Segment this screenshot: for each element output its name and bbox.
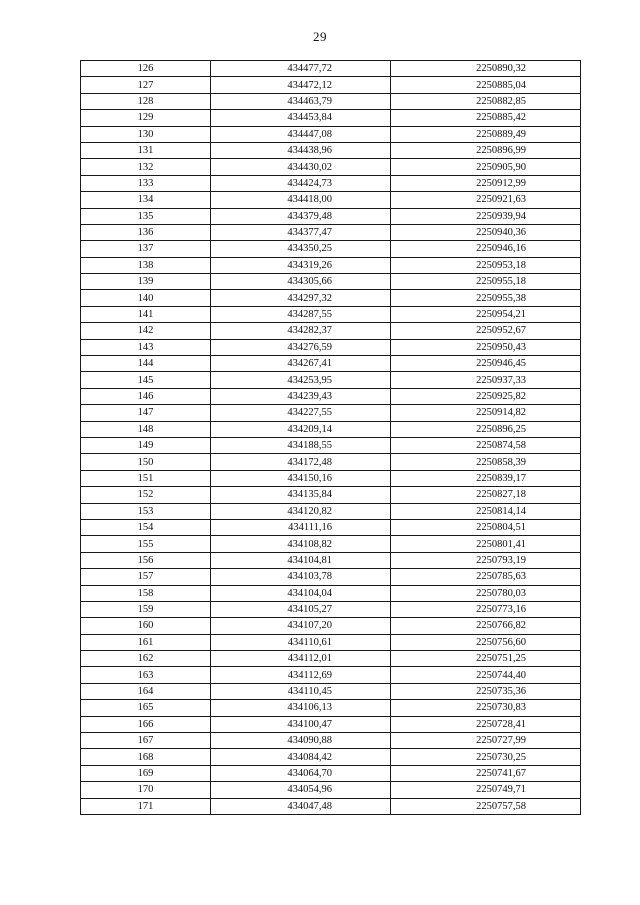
y-coordinate-cell: 2250827,18 [391,487,581,503]
table-row [81,241,581,257]
x-coordinate-cell: 434110,61 [211,634,391,650]
table-row [81,306,581,322]
y-coordinate-cell: 2250757,58 [391,798,581,814]
y-coordinate-cell: 2250749,71 [391,782,581,798]
table-row [81,405,581,421]
x-coordinate-cell: 434135,84 [211,487,391,503]
x-coordinate-cell: 434379,48 [211,208,391,224]
point-number-cell: 165 [81,700,211,716]
x-coordinate-cell: 434188,55 [211,437,391,453]
table-row [81,323,581,339]
x-coordinate-cell: 434104,81 [211,552,391,568]
table-row [81,208,581,224]
x-coordinate-cell: 434297,32 [211,290,391,306]
y-coordinate-cell: 2250954,21 [391,306,581,322]
table-row [81,192,581,208]
point-number-cell: 153 [81,503,211,519]
coordinates-table-body [81,61,581,815]
x-coordinate-cell: 434282,37 [211,323,391,339]
point-number-cell: 161 [81,634,211,650]
x-coordinate-cell: 434319,26 [211,257,391,273]
table-row [81,290,581,306]
table-row [81,798,581,814]
table-row [81,618,581,634]
y-coordinate-cell: 2250940,36 [391,224,581,240]
table-row [81,651,581,667]
point-number-cell: 142 [81,323,211,339]
table-row [81,454,581,470]
table-row [81,716,581,732]
y-coordinate-cell: 2250950,43 [391,339,581,355]
x-coordinate-cell: 434106,13 [211,700,391,716]
table-row [81,470,581,486]
table-row [81,519,581,535]
x-coordinate-cell: 434209,14 [211,421,391,437]
point-number-cell: 157 [81,569,211,585]
y-coordinate-cell: 2250756,60 [391,634,581,650]
y-coordinate-cell: 2250814,14 [391,503,581,519]
x-coordinate-cell: 434438,96 [211,142,391,158]
point-number-cell: 167 [81,733,211,749]
y-coordinate-cell: 2250890,32 [391,61,581,77]
y-coordinate-cell: 2250952,67 [391,323,581,339]
x-coordinate-cell: 434430,02 [211,159,391,175]
x-coordinate-cell: 434418,00 [211,192,391,208]
x-coordinate-cell: 434054,96 [211,782,391,798]
y-coordinate-cell: 2250885,42 [391,110,581,126]
x-coordinate-cell: 434108,82 [211,536,391,552]
x-coordinate-cell: 434112,69 [211,667,391,683]
y-coordinate-cell: 2250744,40 [391,667,581,683]
table-row [81,142,581,158]
y-coordinate-cell: 2250730,25 [391,749,581,765]
table-row [81,61,581,77]
table-row [81,765,581,781]
table-row [81,274,581,290]
table-row [81,126,581,142]
x-coordinate-cell: 434112,01 [211,651,391,667]
x-coordinate-cell: 434064,70 [211,765,391,781]
table-row [81,356,581,372]
point-number-cell: 148 [81,421,211,437]
point-number-cell: 128 [81,93,211,109]
x-coordinate-cell: 434477,72 [211,61,391,77]
x-coordinate-cell: 434424,73 [211,175,391,191]
point-number-cell: 155 [81,536,211,552]
point-number-cell: 146 [81,388,211,404]
table-row [81,634,581,650]
x-coordinate-cell: 434110,45 [211,683,391,699]
y-coordinate-cell: 2250735,36 [391,683,581,699]
y-coordinate-cell: 2250874,58 [391,437,581,453]
point-number-cell: 141 [81,306,211,322]
table-row [81,372,581,388]
point-number-cell: 162 [81,651,211,667]
table-row [81,569,581,585]
point-number-cell: 127 [81,77,211,93]
point-number-cell: 143 [81,339,211,355]
page-number: 29 [313,29,327,44]
point-number-cell: 139 [81,274,211,290]
x-coordinate-cell: 434103,78 [211,569,391,585]
table-row [81,749,581,765]
table-row [81,683,581,699]
y-coordinate-cell: 2250937,33 [391,372,581,388]
point-number-cell: 168 [81,749,211,765]
point-number-cell: 135 [81,208,211,224]
point-number-cell: 138 [81,257,211,273]
point-number-cell: 131 [81,142,211,158]
table-row [81,782,581,798]
y-coordinate-cell: 2250793,19 [391,552,581,568]
point-number-cell: 133 [81,175,211,191]
x-coordinate-cell: 434453,84 [211,110,391,126]
point-number-cell: 156 [81,552,211,568]
y-coordinate-cell: 2250946,16 [391,241,581,257]
x-coordinate-cell: 434239,43 [211,388,391,404]
x-coordinate-cell: 434377,47 [211,224,391,240]
y-coordinate-cell: 2250896,99 [391,142,581,158]
point-number-cell: 136 [81,224,211,240]
table-row [81,552,581,568]
y-coordinate-cell: 2250939,94 [391,208,581,224]
table-row [81,437,581,453]
y-coordinate-cell: 2250955,18 [391,274,581,290]
x-coordinate-cell: 434105,27 [211,601,391,617]
x-coordinate-cell: 434472,12 [211,77,391,93]
table-row [81,110,581,126]
y-coordinate-cell: 2250914,82 [391,405,581,421]
y-coordinate-cell: 2250773,16 [391,601,581,617]
table-row [81,224,581,240]
y-coordinate-cell: 2250885,04 [391,77,581,93]
table-row [81,339,581,355]
y-coordinate-cell: 2250925,82 [391,388,581,404]
y-coordinate-cell: 2250730,83 [391,700,581,716]
y-coordinate-cell: 2250785,63 [391,569,581,585]
y-coordinate-cell: 2250889,49 [391,126,581,142]
point-number-cell: 152 [81,487,211,503]
point-number-cell: 163 [81,667,211,683]
table-row [81,585,581,601]
point-number-cell: 166 [81,716,211,732]
y-coordinate-cell: 2250882,85 [391,93,581,109]
y-coordinate-cell: 2250955,38 [391,290,581,306]
x-coordinate-cell: 434111,16 [211,519,391,535]
table-row [81,257,581,273]
y-coordinate-cell: 2250905,90 [391,159,581,175]
point-number-cell: 134 [81,192,211,208]
table-row [81,93,581,109]
table-row [81,733,581,749]
point-number-cell: 171 [81,798,211,814]
point-number-cell: 126 [81,61,211,77]
y-coordinate-cell: 2250727,99 [391,733,581,749]
point-number-cell: 140 [81,290,211,306]
x-coordinate-cell: 434150,16 [211,470,391,486]
y-coordinate-cell: 2250921,63 [391,192,581,208]
point-number-cell: 154 [81,519,211,535]
point-number-cell: 130 [81,126,211,142]
point-number-cell: 160 [81,618,211,634]
y-coordinate-cell: 2250912,99 [391,175,581,191]
table-row [81,175,581,191]
y-coordinate-cell: 2250839,17 [391,470,581,486]
x-coordinate-cell: 434287,55 [211,306,391,322]
table-row [81,159,581,175]
table-row [81,503,581,519]
y-coordinate-cell: 2250858,39 [391,454,581,470]
x-coordinate-cell: 434107,20 [211,618,391,634]
point-number-cell: 129 [81,110,211,126]
x-coordinate-cell: 434463,79 [211,93,391,109]
x-coordinate-cell: 434267,41 [211,356,391,372]
table-row [81,601,581,617]
y-coordinate-cell: 2250766,82 [391,618,581,634]
point-number-cell: 169 [81,765,211,781]
point-number-cell: 151 [81,470,211,486]
point-number-cell: 170 [81,782,211,798]
y-coordinate-cell: 2250780,03 [391,585,581,601]
table-row [81,667,581,683]
y-coordinate-cell: 2250953,18 [391,257,581,273]
table-row [81,77,581,93]
y-coordinate-cell: 2250728,41 [391,716,581,732]
x-coordinate-cell: 434447,08 [211,126,391,142]
x-coordinate-cell: 434172,48 [211,454,391,470]
table-row [81,388,581,404]
x-coordinate-cell: 434227,55 [211,405,391,421]
point-number-cell: 147 [81,405,211,421]
table-row [81,421,581,437]
point-number-cell: 132 [81,159,211,175]
y-coordinate-cell: 2250751,25 [391,651,581,667]
table-row [81,536,581,552]
point-number-cell: 150 [81,454,211,470]
table-row [81,487,581,503]
x-coordinate-cell: 434100,47 [211,716,391,732]
point-number-cell: 149 [81,437,211,453]
table-row [81,700,581,716]
x-coordinate-cell: 434047,48 [211,798,391,814]
y-coordinate-cell: 2250801,41 [391,536,581,552]
point-number-cell: 145 [81,372,211,388]
x-coordinate-cell: 434253,95 [211,372,391,388]
point-number-cell: 144 [81,356,211,372]
y-coordinate-cell: 2250896,25 [391,421,581,437]
y-coordinate-cell: 2250946,45 [391,356,581,372]
point-number-cell: 137 [81,241,211,257]
point-number-cell: 159 [81,601,211,617]
point-number-cell: 158 [81,585,211,601]
x-coordinate-cell: 434084,42 [211,749,391,765]
y-coordinate-cell: 2250741,67 [391,765,581,781]
point-number-cell: 164 [81,683,211,699]
x-coordinate-cell: 434120,82 [211,503,391,519]
coordinates-table [80,60,581,815]
x-coordinate-cell: 434350,25 [211,241,391,257]
x-coordinate-cell: 434305,66 [211,274,391,290]
x-coordinate-cell: 434276,59 [211,339,391,355]
y-coordinate-cell: 2250804,51 [391,519,581,535]
x-coordinate-cell: 434104,04 [211,585,391,601]
x-coordinate-cell: 434090,88 [211,733,391,749]
